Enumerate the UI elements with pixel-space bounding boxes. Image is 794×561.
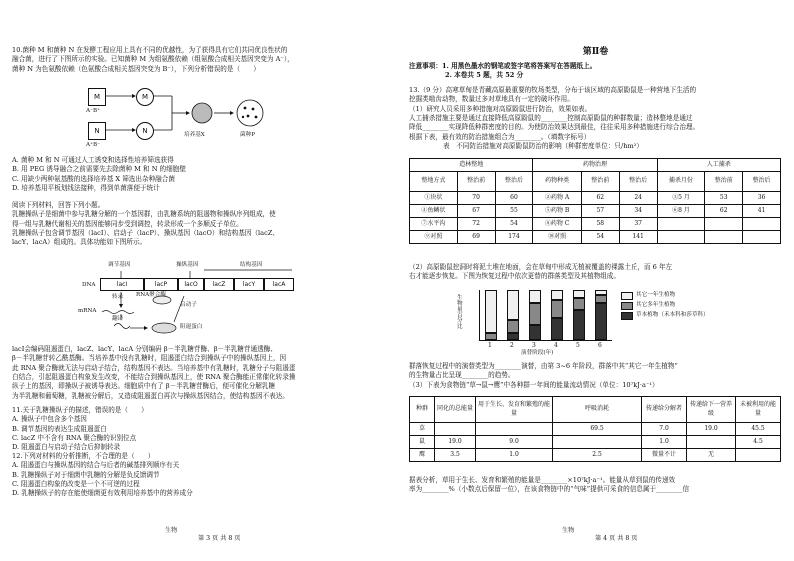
- q12-line: D. 乳糖操纵子的存在能使细菌更有效利用培养基中的营养成分: [12, 489, 193, 498]
- cell: [705, 231, 743, 244]
- cell: 19.0: [687, 423, 736, 436]
- strain-m-box: M: [88, 88, 106, 106]
- passage-2: [12, 345, 387, 401]
- rna-pol-label: RNA聚合酶: [136, 292, 166, 298]
- cell: 37: [619, 218, 657, 231]
- cell: ⑥8 月: [657, 205, 705, 218]
- q12-line: A. 阻遏蛋白与操纵基因的结合与后者的碱基排列顺序有关: [12, 461, 180, 470]
- cell: [705, 218, 743, 231]
- x-tick-label: 4: [554, 342, 558, 349]
- footer-subject: 生物: [165, 526, 178, 534]
- q11-line: 11.关于乳糖操纵子的描述，错误的是（ ）: [12, 406, 148, 414]
- cell: 2.5: [553, 449, 642, 462]
- notes: [409, 62, 784, 81]
- passage: [12, 201, 387, 248]
- cell: ⑦水平沟: [410, 218, 458, 231]
- bar-segment: [529, 290, 541, 303]
- q10-option: C. 用缺少两种氨基酸的选择培养基 X 筛选出杂种融合菌: [12, 174, 175, 183]
- cell: 微量不计: [642, 449, 687, 462]
- q12-line: B. 乳糖操纵子对于细菌中乳糖的分解是负反馈调节: [12, 470, 160, 479]
- passage2-line: 此 RNA 聚合酶就无法与启动子结合，结构基因不表达。当培养基中有乳糖时，乳糖分子与阻遏蛋: [12, 363, 296, 372]
- q13-line: 人工捕杀措施主要是通过直接降低高原鼢鼠的________控制高原鼢鼠的种群数量；造林整地是通过: [409, 114, 693, 123]
- dna-label: DNA: [82, 282, 96, 288]
- right-footer: [397, 518, 794, 553]
- energy-header: 种群: [410, 397, 435, 423]
- q10-option: B. 用 PEG 诱导融合之前需要先去除菌种 M 和 N 的细胞壁: [12, 165, 186, 174]
- q13-2-line: （2）高原鼢鼠挖洞时将泥土堆在地面，会在草甸中形成无植被覆盖的裸露土丘，而 6 年左: [409, 263, 673, 271]
- strain-n-genotype: A⁺B⁻: [86, 142, 101, 148]
- cell: 无: [687, 449, 736, 462]
- cell: 9.0: [476, 436, 553, 449]
- cell: 70: [457, 192, 495, 205]
- q13-part2: [409, 263, 784, 282]
- cell: [657, 231, 705, 244]
- cell: ①块状: [410, 192, 458, 205]
- q13-3-line: （3）下表为食物链“草→鼠→鹰”中各种群一年间的能量流动情况（单位：10⁷kJ·a⁻¹）: [409, 380, 659, 389]
- cell: [657, 218, 705, 231]
- col-header: 整地方式: [410, 172, 458, 192]
- cell: 24: [619, 192, 657, 205]
- translation-label: 翻译: [112, 316, 124, 322]
- q10-line: 菌种 N 为色氨酸依赖（色氨酸合成相关基因突变为 B⁻），下列分析错误的是（ ）: [12, 64, 260, 73]
- cell: 1.0: [642, 436, 687, 449]
- structural-label: 结构基因: [240, 262, 263, 268]
- col-header: 整治前: [581, 172, 619, 192]
- table-row: [410, 231, 781, 244]
- x-tick-label: 2: [510, 342, 514, 349]
- bar-segment: [529, 325, 541, 340]
- cell-m-circle: M: [136, 88, 154, 106]
- legend-label: 其它一年生植物: [636, 292, 676, 298]
- q11-line: C. lacZ 中不含有 RNA 聚合酶的识别位点: [12, 434, 137, 443]
- cell: ⑩对照: [533, 231, 582, 244]
- col-header: 整治后: [619, 172, 657, 192]
- cell: ③5 月: [657, 192, 705, 205]
- passage-line: 得一组与乳糖代谢相关的基因能够同步受到调控，转录形成一个多顺反子单位。: [12, 219, 243, 228]
- q10-options: [12, 156, 387, 193]
- q13-3-line: 的生物量占比呈现________的趋势。: [409, 371, 515, 380]
- cell: 58: [581, 218, 619, 231]
- bar-segment: [595, 290, 607, 295]
- cell: [736, 449, 781, 462]
- promoter-label: 启动子: [180, 302, 197, 308]
- passage-line: 乳糖操纵子包含调节基因（lacⅠ）、启动子（lacP）、操纵基因（lacO）和结构基因（lacZ、: [12, 229, 279, 238]
- col-header: 药物种类: [533, 172, 582, 192]
- question-12: [12, 452, 387, 499]
- energy-table: [409, 396, 781, 462]
- chart-xlabel: 演替阶段(年): [521, 350, 554, 356]
- bar-segment: [529, 303, 541, 326]
- chart-xticks: [479, 342, 611, 350]
- strain-m-genotype: A⁻B⁺: [86, 108, 101, 114]
- cell: 62: [581, 192, 619, 205]
- strain-p-label: 菌种P: [240, 132, 255, 138]
- q13-2-line: 右才能逐步恢复。下图为恢复过程中依次更替的群落类型及其植物组成。: [409, 272, 620, 281]
- bar-segment: [551, 290, 563, 300]
- cell: 45.5: [736, 423, 781, 436]
- cell: 3.5: [435, 449, 476, 462]
- note-line: 2. 本卷共 5 题，共 52 分: [445, 71, 524, 80]
- group-header: 药物治理: [533, 159, 657, 172]
- cell: 55: [495, 205, 533, 218]
- cell: ⑤药物 B: [533, 205, 582, 218]
- cell: 41: [743, 205, 781, 218]
- bar-segment: [485, 290, 497, 333]
- q10-option: A. 菌种 M 和 N 可通过人工诱变和选择性培养筛选获得: [12, 156, 174, 164]
- cell: 174: [495, 231, 533, 244]
- control-table: [409, 158, 781, 244]
- chart-legend: [621, 292, 741, 322]
- passage-line: 阅读下列材料，回答下列小题。: [12, 201, 105, 209]
- cell: 60: [495, 192, 533, 205]
- cell: [687, 436, 736, 449]
- q13-line: 根据下表，最有效的防治措施组合为________。（填数字标号）: [409, 132, 591, 141]
- cell: 53: [705, 192, 743, 205]
- q13-4-line: 据表分析，草用于生长、发育和繁殖的能量是________×10⁷kJ·a⁻¹。能量从草到鼠的传递效: [409, 476, 676, 484]
- bar-segment: [507, 333, 519, 341]
- gene-laci: lacⅠ: [100, 278, 144, 291]
- left-footer: [0, 518, 397, 553]
- passage-line: lacY、lacA）组成的。具体功能如下图所示。: [12, 238, 147, 247]
- footer-page: 第 3 页 共 8 页: [198, 535, 241, 543]
- question-10: [12, 46, 387, 74]
- strain-n-box: N: [88, 122, 106, 140]
- q13-line: 挖掘类啮齿动物，数量过多对草地具有一定的破坏作用。: [409, 95, 574, 104]
- table-caption: 表 不同防治措施对高原鼢鼠防治的影响（种群密度单位：只/hm²）: [443, 142, 643, 151]
- operon-diagram: [78, 262, 324, 342]
- bar-segment: [573, 310, 585, 340]
- medium-x-label: 培养基X: [184, 132, 205, 138]
- col-header: 捕杀月份: [657, 172, 705, 192]
- table-row: [410, 192, 781, 205]
- cell: 鹰: [410, 449, 435, 462]
- cell-n-circle: N: [136, 122, 154, 140]
- x-tick-label: 5: [576, 342, 580, 349]
- q13-line: 降低________实现降低种群密度的目的。为使防治效果达到最佳，往往采用多种措施进行综合治理。: [409, 123, 700, 132]
- group-header: 人工捕杀: [657, 159, 780, 172]
- bar-segment: [573, 298, 585, 311]
- q11-line: B. 调节基因的表达生成阻遏蛋白: [12, 424, 107, 433]
- bar-segment: [551, 318, 563, 341]
- table-row: [410, 205, 781, 218]
- col-header: 整治后: [743, 172, 781, 192]
- q12-line: 12.下列对材料的分析推断，不合理的是（ ）: [12, 452, 155, 460]
- q13-line: 13.（9 分）高寒草甸是青藏高原最重要的牧场类型，分布于该区域的高原鼢鼠是一种营地下生活的: [409, 86, 697, 94]
- bar-segment: [485, 333, 497, 341]
- repressor-label: 阻遏蛋白: [180, 324, 203, 330]
- legend-swatch: [621, 292, 633, 300]
- passage2-line: β－半乳糖苷转乙酰基酶。当培养基中没有乳糖时，阻遏蛋白结合到操纵子中的操纵基因上，因: [12, 354, 287, 363]
- legend-item: [621, 312, 741, 320]
- gene-lacp: lacP: [144, 278, 178, 291]
- energy-row: [410, 449, 781, 462]
- legend-swatch: [621, 302, 633, 310]
- footer-subject: 生物: [562, 526, 575, 534]
- cell: 141: [619, 231, 657, 244]
- regulator-label: 调节基因: [108, 262, 131, 268]
- col-header: 整治前: [705, 172, 743, 192]
- cell: ⑧药物 C: [533, 218, 582, 231]
- q12-line: C. 阻遏蛋白构象的改变是一个不可逆的过程: [12, 480, 140, 489]
- energy-header: 用于生长、发育和繁殖的能量: [476, 397, 553, 423]
- right-page: [397, 0, 794, 561]
- cell: 69: [457, 231, 495, 244]
- succession-chart: [459, 290, 759, 360]
- col-header: 整治前: [457, 172, 495, 192]
- section-title: 第Ⅱ卷: [582, 47, 609, 57]
- group-header: 造林整地: [410, 159, 533, 172]
- bar-segment: [573, 290, 585, 298]
- q10-line: 融合菌，进行了下图所示的实验。已知菌种 M 为组氨酸依赖（组氨酸合成相关基因突变为 A⁻），: [12, 55, 294, 64]
- x-tick-label: 1: [488, 342, 492, 349]
- cell: 草: [410, 423, 435, 436]
- cell: 69.5: [553, 423, 642, 436]
- gene-laca: lacA: [264, 278, 294, 291]
- q13-part4: [409, 476, 784, 495]
- bar-segment: [507, 320, 519, 333]
- cell: ⑨对照: [410, 231, 458, 244]
- energy-row: [410, 436, 781, 449]
- bar-segment: [507, 290, 519, 320]
- gene-lacy: lacY: [234, 278, 264, 291]
- energy-header: 未被利用的能量: [736, 397, 781, 423]
- q10-line: 10.菌种 M 和菌种 N 在发酵工程应用上具有不同的优越性，为了获得具有它们共同优良性状的: [12, 46, 288, 54]
- passage2-line: 为半乳糖和葡萄糖，乳糖被分解后，又造成阻遏蛋白再次与操纵基因结合，使结构基因不表达。: [12, 391, 289, 400]
- note-line: 注意事项：1. 用黑色墨水的钢笔或签字笔将答案写在答题纸上。: [409, 62, 597, 70]
- mrna-label: mRNA: [78, 308, 97, 314]
- legend-label: 其它多年生植物: [636, 302, 676, 308]
- fusion-diagram: [88, 88, 318, 154]
- col-header: 整治后: [495, 172, 533, 192]
- cell: 34: [619, 205, 657, 218]
- energy-header: 呼吸消耗: [553, 397, 642, 423]
- q11-line: A. 操纵子中包含多个基因: [12, 415, 87, 424]
- legend-item: [621, 292, 741, 300]
- chart-ylabel: 生物量百分比: [457, 295, 463, 331]
- cell: 36: [743, 192, 781, 205]
- q13-part3: [409, 362, 784, 390]
- cell: [435, 423, 476, 436]
- energy-header: 传递给分解者: [642, 397, 687, 423]
- question-13: [409, 86, 784, 152]
- cell: 72: [457, 218, 495, 231]
- operator-label: 操纵基因: [176, 262, 199, 268]
- cell: 67: [457, 205, 495, 218]
- cell: [743, 231, 781, 244]
- diagram-arrows: [88, 88, 318, 154]
- q10-option: D. 培养基用平板划线法接种，得到单菌落便于统计: [12, 184, 160, 193]
- passage2-line: lacⅠ会编码阻遏蛋白，lacZ、lacY、lacA 分别编码 β－半乳糖苷酶、β－半乳糖苷通透酶、: [12, 345, 277, 353]
- q11-line: D. 阻遏蛋白与启动子结合后抑制转录: [12, 443, 121, 452]
- question-11: [12, 406, 387, 453]
- energy-header: 同化的总能量: [435, 397, 476, 423]
- cell: [743, 218, 781, 231]
- bar-segment: [551, 300, 563, 318]
- gene-lacz: lacZ: [204, 278, 234, 291]
- chart-plot-area: [479, 290, 612, 341]
- energy-row: [410, 423, 781, 436]
- cell: 19.0: [435, 436, 476, 449]
- cell: [553, 436, 642, 449]
- passage2-line: 纵子上的基因，即操纵子被诱导表达。细胞质中有了 β－半乳糖苷酶后，便可催化分解乳糖: [12, 382, 276, 391]
- passage-line: 乳糖操纵子是细菌中参与乳糖分解的一个基因群，由乳糖系统的阻遏物和操纵序列组成，使: [12, 210, 276, 219]
- cell: 57: [581, 205, 619, 218]
- cell: ②药物 A: [533, 192, 582, 205]
- legend-label: 草本植物（禾本科和莎草科）: [636, 312, 709, 318]
- transcription-label: 转录: [112, 294, 124, 300]
- bar-segment: [595, 295, 607, 303]
- bar-segment: [595, 303, 607, 341]
- passage2-line: 白结合，引起阻遏蛋白构象发生改变，不能结合到操纵基因上，使 RNA 聚合酶能正常催化转录操: [12, 373, 296, 382]
- cell: 54: [495, 218, 533, 231]
- legend-item: [621, 302, 741, 310]
- cell: 1.0: [476, 449, 553, 462]
- q13-4-line: 率为________%（小数点后保留一位），在该食物链中的“气味”提供可采食的信息属于________信: [409, 485, 690, 494]
- legend-swatch: [621, 312, 633, 320]
- table-row: [410, 218, 781, 231]
- cell: 62: [705, 205, 743, 218]
- cell: 4.5: [736, 436, 781, 449]
- q13-line: （1）研究人员采用多种措施对高原鼢鼠进行防治，效果如表。: [409, 104, 592, 113]
- q13-3-line: 群落恢复过程中的演替类型为________演替，由第 3~6 年阶段，群落中其“其它一年生植物”: [409, 362, 678, 370]
- cell: 7.0: [642, 423, 687, 436]
- energy-header: 传递给下一营养级: [687, 397, 736, 423]
- cell: 54: [581, 231, 619, 244]
- gene-laco: lacO: [178, 278, 204, 291]
- cell: ④鱼鳞状: [410, 205, 458, 218]
- footer-page: 第 4 页 共 8 页: [595, 535, 638, 543]
- x-tick-label: 6: [598, 342, 602, 349]
- x-tick-label: 3: [532, 342, 536, 349]
- cell: 鼠: [410, 436, 435, 449]
- cell: [476, 423, 553, 436]
- operon-lines: [84, 262, 324, 342]
